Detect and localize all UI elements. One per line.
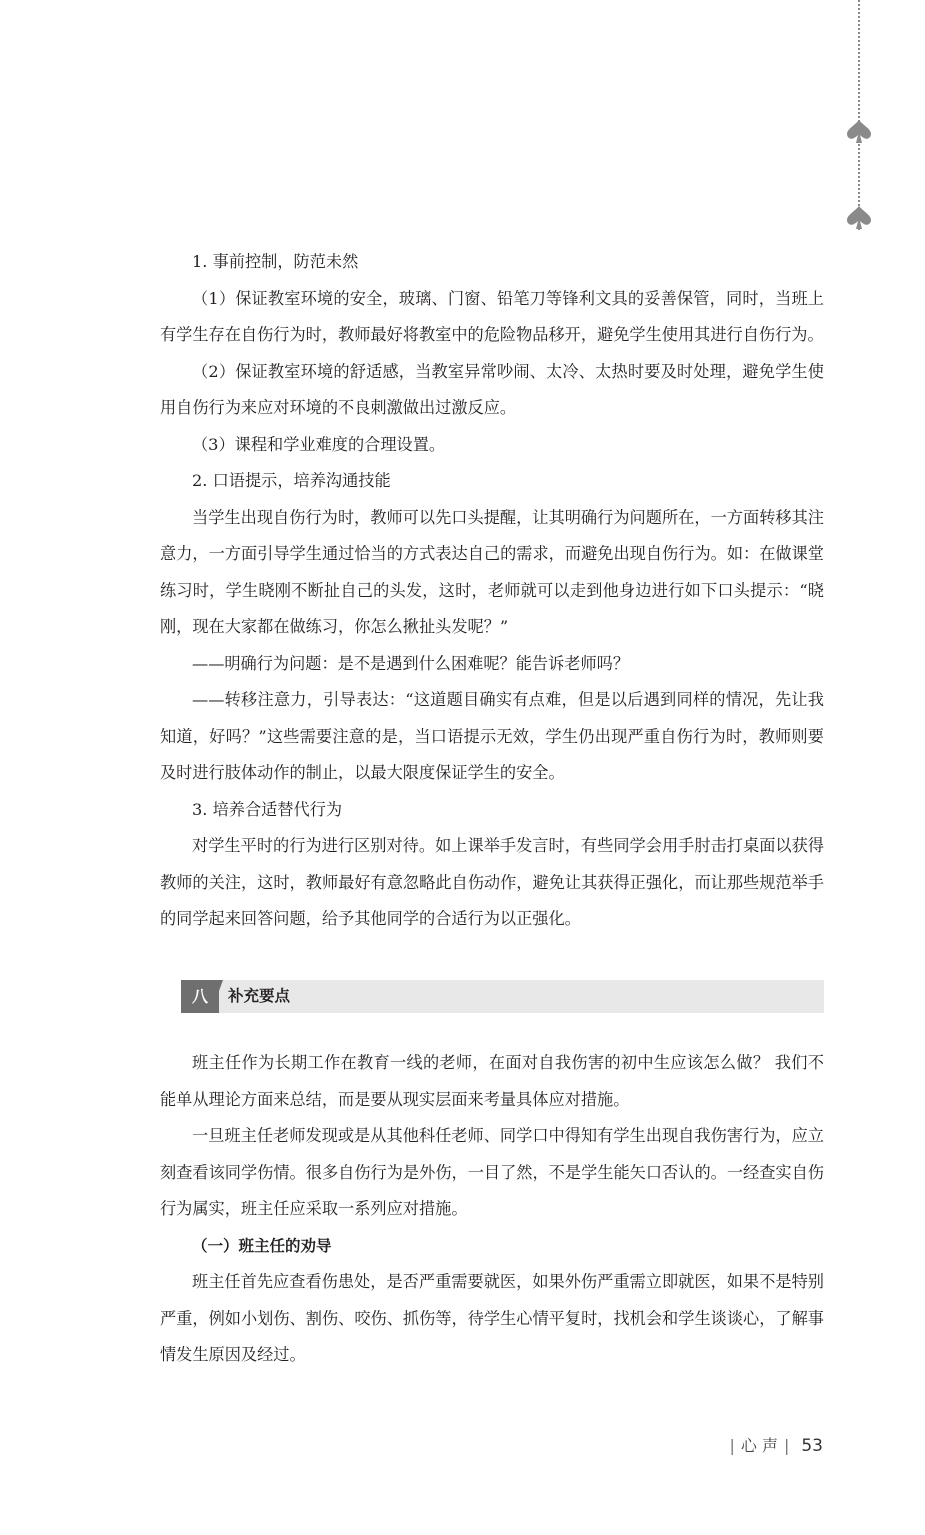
paragraph: （2）保证教室环境的舒适感，当教室异常吵闹、太冷、太热时要及时处理，避免学生使用自伤行为来应对环境的不良刺激做出过激反应。 — [160, 361, 824, 417]
section-header-bar — [181, 980, 824, 1013]
paragraph: 当学生出现自伤行为时，教师可以先口头提醒，让其明确行为问题所在，一方面转移其注意力，一方面引导学生通过恰当的方式表达自己的需求，而避免出现自伤行为。如：在做课堂练习时，学生晓刚不断扯自己的头发，这时，老师就可以走到他身边进行如下口头提示：“晓刚，现在大家都在做练习，你怎么揪扯头发呢？” — [160, 507, 824, 636]
decorative-dotted-line — [858, 0, 860, 230]
section-number-slant — [211, 980, 223, 1013]
paragraph: ——转移注意力，引导表达：“这道题目确实有点难，但是以后遇到同样的情况，先让我知道，好吗？”这些需要注意的是，当口语提示无效，学生仍出现严重自伤行为时，教师则要及时进行肢体动作的制止，以最大限度保证学生的安全。 — [160, 690, 824, 782]
heading-replacement-behavior: 3. 培养合适替代行为 — [192, 799, 343, 819]
section-number: 八 — [181, 980, 219, 1013]
paragraph: ——明确行为问题：是不是遇到什么困难呢？能告诉老师吗？ — [192, 653, 630, 673]
paragraph: （1）保证教室环境的安全，玻璃、门窗、铅笔刀等锋利文具的妥善保管，同时，当班上有学生存在自伤行为时，教师最好将教室中的危险物品移开，避免学生使用其进行自伤行为。 — [160, 288, 824, 344]
heart-icon — [846, 204, 872, 230]
heading-verbal-prompt: 2. 口语提示，培养沟通技能 — [192, 471, 391, 490]
heading-prevention: 1. 事前控制，防范未然 — [192, 252, 359, 271]
page-number: 53 — [801, 1436, 823, 1456]
footer-section-name: 心 声 — [740, 1436, 778, 1455]
main-text-block — [160, 244, 824, 938]
page-footer: | 心 声 | 53 — [729, 1436, 823, 1456]
paragraph: 班主任作为长期工作在教育一线的老师，在面对自我伤害的初中生应该怎么做？ 我们不能单从理论方面来总结，而是要从现实层面来考量具体应对措施。 — [160, 1053, 824, 1109]
paragraph: 一旦班主任老师发现或是从其他科任老师、同学口中得知有学生出现自我伤害行为，应立刻查看该同学伤情。很多自伤行为是外伤，一目了然，不是学生能矢口否认的。一经查实自伤行为属实，班主任应采取一系列应对措施。 — [160, 1126, 824, 1218]
section-title: 补充要点 — [228, 987, 291, 1005]
paragraph: 班主任首先应查看伤患处，是否严重需要就医，如果外伤严重需立即就医，如果不是特别严重，例如小划伤、割伤、咬伤、抓伤等，待学生心情平复时，找机会和学生谈谈心，了解事情发生原因及经过。 — [160, 1272, 824, 1364]
supplement-text-block — [160, 1045, 824, 1374]
subheading-teacher-persuasion: （一）班主任的劝导 — [192, 1236, 332, 1255]
heart-icon — [846, 118, 872, 144]
paragraph: （3）课程和学业难度的合理设置。 — [192, 434, 446, 454]
paragraph: 对学生平时的行为进行区别对待。如上课举手发言时，有些同学会用手肘击打桌面以获得教师的关注，这时，教师最好有意忽略此自伤动作，避免让其获得正强化，而让那些规范举手的同学起来回答问题，给予其他同学的合适行为以正强化。 — [160, 836, 824, 928]
